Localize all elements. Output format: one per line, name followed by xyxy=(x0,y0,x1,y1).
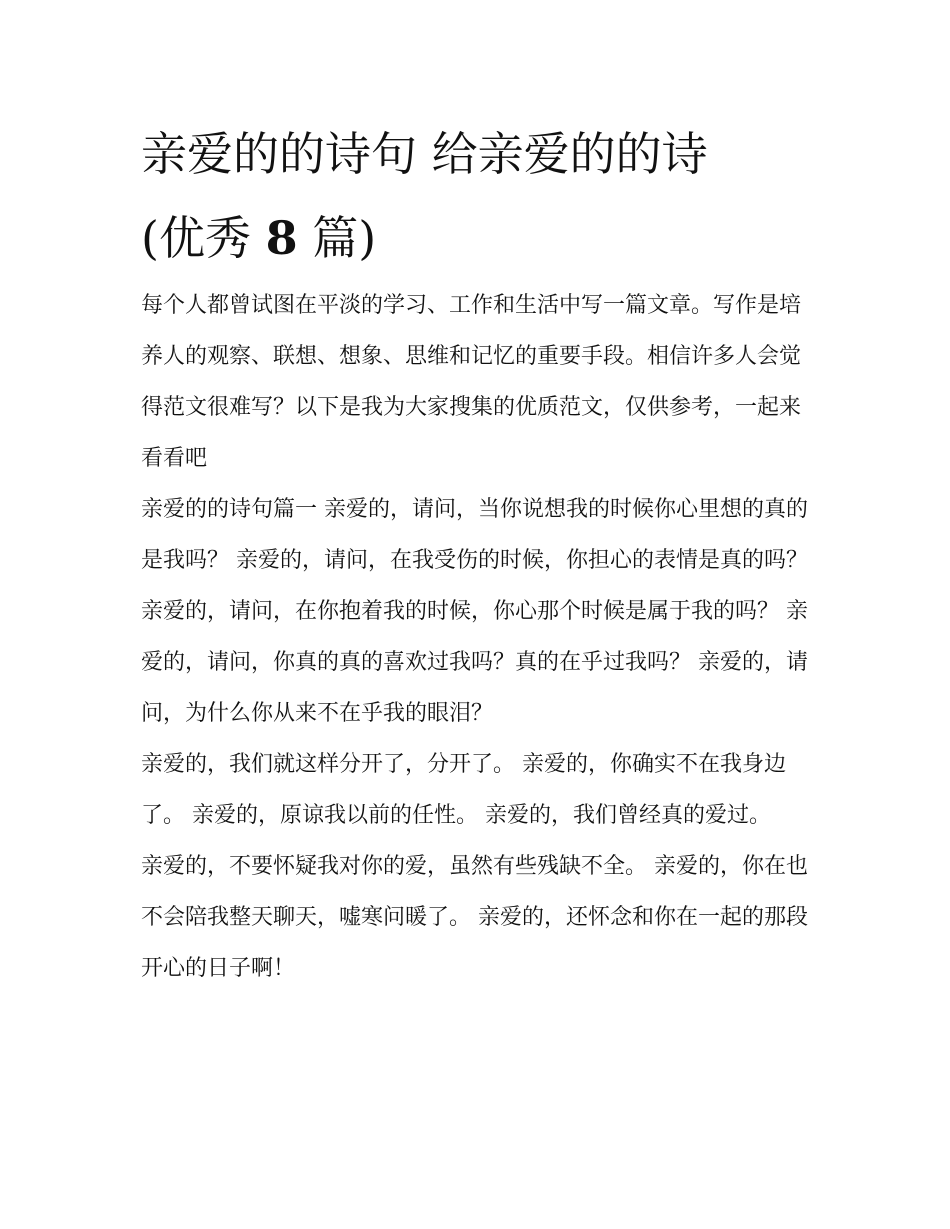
title-line-1: 亲爱的的诗句 给亲爱的的诗 xyxy=(141,127,708,181)
title-line-2-number: 8 xyxy=(265,211,298,265)
paragraph-intro: 每个人都曾试图在平淡的学习、工作和生活中写一篇文章。写作是培养人的观察、联想、想象、思维和记忆的重要手段。相信许多人会觉得范文很难写？以下是我为大家搜集的优质范文，仅供参考，一起来看看吧 xyxy=(141,293,802,471)
document-title xyxy=(141,112,831,280)
title-line-2-suffix: 篇) xyxy=(297,211,377,265)
paragraph-poem-3: 亲爱的，我们就这样分开了，分开了。 亲爱的，你确实不在我身边了。 亲爱的，原谅我以前的任性。 亲爱的，我们曾经真的爱过。 xyxy=(141,752,786,828)
title-line-2-prefix: (优秀 xyxy=(141,211,266,265)
paragraph-poem-4: 亲爱的，不要怀疑我对你的爱，虽然有些残缺不全。 亲爱的，你在也不会陪我整天聊天，嘘寒问暖了。 亲爱的，还怀念和你在一起的那段开心的日子啊！ xyxy=(141,854,808,981)
paragraph-poem-2: 亲爱的，请问，在你抱着我的时候，你心那个时候是属于我的吗？ 亲爱的，请问，你真的真的喜欢过我吗？真的在乎过我吗？ 亲爱的，请问，为什么你从来不在乎我的眼泪？ xyxy=(141,599,808,726)
document-body xyxy=(141,280,813,994)
paragraph-poem-1: 亲爱的的诗句篇一 亲爱的，请问，当你说想我的时候你心里想的真的是我吗？ 亲爱的，请问，在我受伤的时候，你担心的表情是真的吗？ xyxy=(141,497,808,573)
